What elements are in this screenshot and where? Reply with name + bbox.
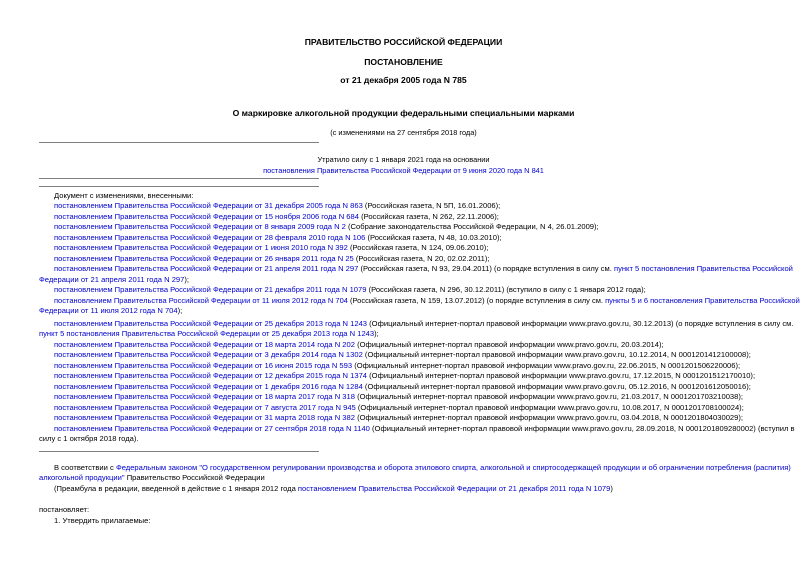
list-item: постановлением Правительства Российской Федерации от 12 декабря 2015 года N 1374 (Официальный интернет-портал правовой информации www.pravo.gov.ru, 17.12.2015, N 0001201512170010);: [54, 371, 756, 380]
amendment-link[interactable]: постановлением Правительства Российской Федерации от 28 февраля 2010 года N 106: [54, 233, 366, 242]
amendment-link[interactable]: постановлением Правительства Российской Федерации от 15 ноября 2006 года N 684: [54, 212, 359, 221]
federal-law-link[interactable]: Федеральным законом "О государственном регулировании производства и оборота этилового спирта, алкогольной и спиртосодержащей продукции и об ограничении потребления (распития): [115, 463, 791, 472]
amendment-link[interactable]: постановлением Правительства Российской Федерации от 3 декабря 2014 года N 1302: [54, 350, 363, 359]
amendment-link[interactable]: постановлением Правительства Российской Федерации от 18 марта 2017 года N 318: [54, 392, 355, 401]
amendment-link[interactable]: постановлением Правительства Российской Федерации от 12 декабря 2015 года N 1374: [54, 371, 368, 380]
list-item: постановлением Правительства Российской Федерации от 15 ноября 2006 года N 684 (Российская газета, N 262, 22.11.2006);: [54, 212, 499, 221]
list-item: постановлением Правительства Российской Федерации от 21 декабря 2011 года N 1079 (Российская газета, N 296, 30.12.2011) (вступило в силу с 1 января 2012 года);: [54, 285, 646, 294]
list-item-continuation: пункт 5 постановления Правительства Российской Федерации от 25 декабря 2013 года N 1243);: [39, 329, 379, 338]
list-item: постановлением Правительства Российской Федерации от 27 сентября 2018 года N 1140 (Официальный интернет-портал правовой информации www.pravo.gov.ru, 28.09.2018, N 0001201809280002) (вступил в: [54, 424, 795, 433]
list-item: постановлением Правительства Российской Федерации от 18 марта 2014 года N 202 (Официальный интернет-портал правовой информации www.pravo.gov.ru, 20.03.2014);: [54, 340, 664, 349]
effect-link[interactable]: пункт 5 постановления Правительства Российской: [613, 264, 793, 273]
effect-link[interactable]: пункт 5 постановления Правительства Российской Федерации от 25 декабря 2013 года N 1243: [39, 329, 375, 338]
amendment-link[interactable]: постановлением Правительства Российской Федерации от 8 января 2009 года N 2: [54, 222, 346, 231]
date-number-heading: от 21 декабря 2005 года N 785: [340, 75, 467, 85]
federal-law-link[interactable]: алкогольной продукции": [39, 473, 125, 482]
amendment-link[interactable]: постановлением Правительства Российской Федерации от 21 апреля 2011 года N 297: [54, 264, 359, 273]
divider: [39, 178, 319, 179]
list-item: постановлением Правительства Российской Федерации от 31 марта 2018 года N 382 (Официальный интернет-портал правовой информации www.pravo.gov.ru, 03.04.2018, N 0001201804030029);: [54, 413, 744, 422]
effect-link[interactable]: Федерации от 21 апреля 2011 года N 297: [39, 275, 185, 284]
list-item: постановлением Правительства Российской Федерации от 1 июня 2010 года N 392 (Российская газета, N 124, 09.06.2010);: [54, 243, 489, 252]
divider: [39, 186, 319, 187]
preamble-link[interactable]: постановлением Правительства Российской Федерации от 21 декабря 2011 года N 1079: [297, 484, 611, 493]
list-item: постановлением Правительства Российской Федерации от 28 февраля 2010 года N 106 (Российская газета, N 48, 10.03.2010);: [54, 233, 502, 242]
list-item-continuation: силу с 1 октября 2018 года).: [39, 434, 139, 443]
list-item-continuation: Федерации от 11 июля 2012 года N 704);: [39, 306, 183, 315]
list-item-continuation: Федерации от 21 апреля 2011 года N 297);: [39, 275, 190, 284]
list-item: постановлением Правительства Российской Федерации от 7 августа 2017 года N 945 (Официальный интернет-портал правовой информации www.pravo.gov.ru, 10.08.2017, N 0001201708100024);: [54, 403, 744, 412]
doc-type-heading: ПОСТАНОВЛЕНИЕ: [364, 57, 443, 67]
amendments-intro: Документ с изменениями, внесенными:: [54, 191, 194, 200]
divider: [39, 142, 319, 143]
list-item: постановлением Правительства Российской Федерации от 1 декабря 2016 года N 1284 (Официальный интернет-портал правовой информации www.pravo.gov.ru, 05.12.2016, N 0001201612050016);: [54, 382, 751, 391]
amendment-link[interactable]: постановлением Правительства Российской Федерации от 1 декабря 2016 года N 1284: [54, 382, 363, 391]
list-item: постановлением Правительства Российской Федерации от 26 января 2011 года N 25 (Российская газета, N 20, 02.02.2011);: [54, 254, 490, 263]
repeal-link[interactable]: постановления Правительства Российской Федерации от 9 июня 2020 года N 841: [263, 166, 544, 175]
status-link-line: [0, 166, 807, 175]
government-heading: ПРАВИТЕЛЬСТВО РОССИЙСКОЙ ФЕДЕРАЦИИ: [304, 37, 503, 47]
status-text: Утратило силу с 1 января 2021 года на основании: [317, 155, 490, 164]
effect-link[interactable]: пункты 5 и 6 постановления Правительства Российской: [605, 296, 800, 305]
amendment-link[interactable]: постановлением Правительства Российской Федерации от 1 июня 2010 года N 392: [54, 243, 348, 252]
amendment-link[interactable]: постановлением Правительства Российской Федерации от 31 декабря 2005 года N 863: [54, 201, 363, 210]
amendment-link[interactable]: постановлением Правительства Российской Федерации от 16 июня 2015 года N 593: [54, 361, 353, 370]
list-item: постановлением Правительства Российской Федерации от 16 июня 2015 года N 593 (Официальный интернет-портал правовой информации www.pravo.gov.ru, 22.06.2015, N 0001201506220006);: [54, 361, 741, 370]
list-item: постановлением Правительства Российской Федерации от 31 декабря 2005 года N 863 (Российская газета, N 5П, 16.01.2006);: [54, 201, 501, 210]
document-title: О маркировке алкогольной продукции федеральными специальными марками: [232, 108, 575, 118]
divider: [39, 451, 319, 452]
amendment-link[interactable]: постановлением Правительства Российской Федерации от 31 марта 2018 года N 382: [54, 413, 355, 422]
list-item: постановлением Правительства Российской Федерации от 3 декабря 2014 года N 1302 (Официальный интернет-портал правовой информации www.pravo.gov.ru, 10.12.2014, N 0001201412100008);: [54, 350, 751, 359]
amendment-link[interactable]: постановлением Правительства Российской Федерации от 21 декабря 2011 года N 1079: [54, 285, 367, 294]
decides-text: постановляет:: [39, 505, 90, 514]
amendment-link[interactable]: постановлением Правительства Российской Федерации от 26 января 2011 года N 25: [54, 254, 354, 263]
list-item: постановлением Правительства Российской Федерации от 18 марта 2017 года N 318 (Официальный интернет-портал правовой информации www.pravo.gov.ru, 21.03.2017, N 0001201703210038);: [54, 392, 744, 401]
point-1: 1. Утвердить прилагаемые:: [54, 516, 151, 525]
amendment-link[interactable]: постановлением Правительства Российской Федерации от 25 декабря 2013 года N 1243: [54, 319, 368, 328]
list-item: постановлением Правительства Российской Федерации от 25 декабря 2013 года N 1243 (Официальный интернет-портал правовой информации www.pravo.gov.ru, 30.12.2013) (о порядке вступления в силу см.: [54, 319, 794, 328]
list-item: постановлением Правительства Российской Федерации от 11 июля 2012 года N 704 (Российская газета, N 159, 13.07.2012) (о порядке вступления в силу см. пункты 5 и 6 постановления Правительства Российской: [54, 296, 800, 305]
effect-link[interactable]: Федерации от 11 июля 2012 года N 704: [39, 306, 178, 315]
body-paragraph-continuation: алкогольной продукции" Правительство Российской Федерации: [39, 473, 265, 482]
list-item: постановлением Правительства Российской Федерации от 8 января 2009 года N 2 (Собрание законодательства Российской Федерации, N 4, 26.01.2009);: [54, 222, 599, 231]
amendment-link[interactable]: постановлением Правительства Российской Федерации от 7 августа 2017 года N 945: [54, 403, 356, 412]
list-item: постановлением Правительства Российской Федерации от 21 апреля 2011 года N 297 (Российская газета, N 93, 29.04.2011) (о порядке вступления в силу см. пункт 5 постановления Правительства Российской: [54, 264, 793, 273]
preamble-note: (Преамбула в редакции, введенной в действие с 1 января 2012 года постановлением Правительства Российской Федерации от 21 декабря 2011 года N 1079): [54, 484, 613, 493]
body-paragraph: В соответствии с Федеральным законом "О государственном регулировании производства и оборота этилового спирта, алкогольной и спиртосодержащей продукции и об ограничении потребления (распития): [54, 463, 791, 472]
amendment-link[interactable]: постановлением Правительства Российской Федерации от 18 марта 2014 года N 202: [54, 340, 355, 349]
amendment-link[interactable]: постановлением Правительства Российской Федерации от 27 сентября 2018 года N 1140: [54, 424, 370, 433]
amendment-link[interactable]: постановлением Правительства Российской Федерации от 11 июля 2012 года N 704: [54, 296, 348, 305]
changes-note: (с изменениями на 27 сентября 2018 года): [330, 128, 477, 137]
